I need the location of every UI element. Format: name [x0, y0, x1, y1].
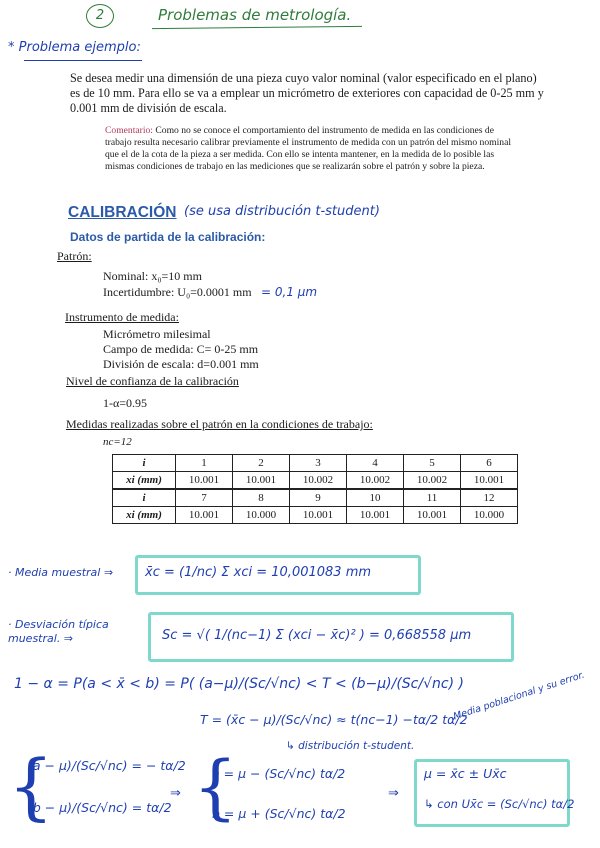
- table-cell: 8: [233, 489, 290, 507]
- measurements-table: [112, 454, 518, 524]
- system-equation-2: (b − μ)/(Sc/√nc) = tα/2: [28, 800, 172, 815]
- distribution-note: ↳ distribución t-student.: [286, 740, 415, 752]
- table-row: [113, 472, 518, 490]
- table-cell: 1: [176, 455, 233, 472]
- instrument-line: Micrómetro milesimal: [103, 327, 211, 341]
- left-brace-icon: {: [8, 744, 54, 828]
- table-cell: 10.001: [176, 472, 233, 490]
- table-cell: 10.001: [176, 507, 233, 524]
- probability-formula: 1 − α = P(a < x̄ < b) = P( (a−μ)/(Sc/√nc) < T < (b−μ)/(Sc/√nc) ): [14, 676, 464, 692]
- confianza-value: 1-α=0.95: [103, 396, 148, 410]
- table-cell: 9: [290, 489, 347, 507]
- result-uncertainty: ↳ con Ux̄c = (Sc/√nc) tα/2: [424, 797, 575, 811]
- patron-label: Patrón:: [57, 249, 92, 263]
- implies-arrow-icon: ⇒: [170, 786, 181, 801]
- example-underline: [24, 60, 142, 61]
- commentary: [105, 125, 515, 173]
- table-cell: 10.001: [290, 507, 347, 524]
- commentary-label: Comentario:: [105, 125, 153, 136]
- table-cell: 10.002: [347, 472, 404, 490]
- title-underline: [152, 26, 362, 29]
- media-poblacional-note: Media poblacional y su error.: [452, 669, 586, 723]
- solution-b: b = μ + (Sc/√nc) tα/2: [212, 806, 346, 821]
- middle-brace-icon: {: [193, 746, 238, 828]
- instrument-line: Campo de medida: C= 0-25 mm: [103, 342, 259, 356]
- media-formula: x̄c = (1/nc) Σ xci = 10,001083 mm: [145, 565, 372, 580]
- example-title: * Problema ejemplo:: [8, 40, 141, 55]
- table-cell: 10.001: [347, 507, 404, 524]
- table-row: [113, 507, 518, 524]
- page-title: Problemas de metrología.: [158, 6, 352, 24]
- desviacion-formula: Sc = √( 1/(nc−1) Σ (xci − x̄c)² ) = 0,668558 μm: [162, 628, 472, 643]
- table-cell: 10.002: [290, 472, 347, 490]
- table-cell: 7: [176, 489, 233, 507]
- t-statistic-formula: T = (x̄c − μ)/(Sc/√nc) ≈ t(nc−1) −tα/2 tα/2: [200, 712, 468, 727]
- table-cell: 10: [347, 489, 404, 507]
- solution-a: a = μ − (Sc/√nc) tα/2: [212, 766, 346, 781]
- commentary-text: Como no se conoce el comportamiento del instrumento de medida en las condiciones de trabajo resulta necesario calibrar previamente el instrumento de medida con un patrón del mismo nominal que el de la cota de la pieza a ser medida. Con ello se intenta mantener, en la medida de lo posible las mismas condiciones de trabajo en las mediciones que se realizarán sobre el patrón y sobre la pieza.: [105, 125, 511, 172]
- uncertainty-note: = 0,1 μm: [261, 285, 318, 299]
- table-cell: i: [113, 455, 176, 472]
- confianza-label: Nivel de confianza de la calibración: [66, 374, 239, 388]
- table-cell: 10.001: [404, 507, 461, 524]
- table-cell: 10.000: [461, 507, 518, 524]
- table-cell: xi (mm): [113, 507, 176, 524]
- result-mu: μ = x̄c ± Ux̄c: [424, 766, 507, 781]
- table-cell: 11: [404, 489, 461, 507]
- sample-count: nc=12: [103, 436, 132, 448]
- media-label: · Media muestral ⇒: [8, 566, 114, 579]
- uncertainty-line: Incertidumbre: U₀=0.0001 mm: [103, 285, 252, 299]
- table-cell: xi (mm): [113, 472, 176, 490]
- nominal-line: Nominal: x₀=10 mm: [103, 269, 202, 283]
- system-equation-1: (a − μ)/(Sc/√nc) = − tα/2: [28, 758, 186, 773]
- table-cell: 6: [461, 455, 518, 472]
- table-cell: 10.000: [233, 507, 290, 524]
- table-cell: 2: [233, 455, 290, 472]
- table-row: [113, 489, 518, 507]
- desviacion-label: · Desviación típica muestral. ⇒: [8, 618, 109, 645]
- page-number-circle: 2: [86, 4, 114, 28]
- datos-heading: Datos de partida de la calibración:: [70, 230, 266, 244]
- table-cell: 4: [347, 455, 404, 472]
- instrument-label: Instrumento de medida:: [65, 310, 179, 324]
- medidas-label: Medidas realizadas sobre el patrón en la condiciones de trabajo:: [66, 417, 373, 431]
- table-cell: 12: [461, 489, 518, 507]
- table-cell: 10.002: [404, 472, 461, 490]
- table-cell: 5: [404, 455, 461, 472]
- instrument-line: División de escala: d=0.001 mm: [103, 357, 259, 371]
- table-row: [113, 455, 518, 472]
- problem-statement: Se desea medir una dimensión de una pieza cuyo valor nominal (valor especificado en el plano) es de 10 mm. Para ello se va a emplear un micrómetro de exteriores con capacidad de 0-25 mm y 0.001 mm de división de escala.: [70, 71, 544, 115]
- calibration-note: (se usa distribución t-student): [184, 204, 380, 219]
- instrument-lines: [103, 327, 259, 372]
- implies-arrow-icon: ⇒: [388, 786, 399, 801]
- table-cell: i: [113, 489, 176, 507]
- calibration-heading: CALIBRACIÓN: [68, 204, 177, 221]
- table-cell: 10.001: [461, 472, 518, 490]
- table-cell: 10.001: [233, 472, 290, 490]
- table-cell: 3: [290, 455, 347, 472]
